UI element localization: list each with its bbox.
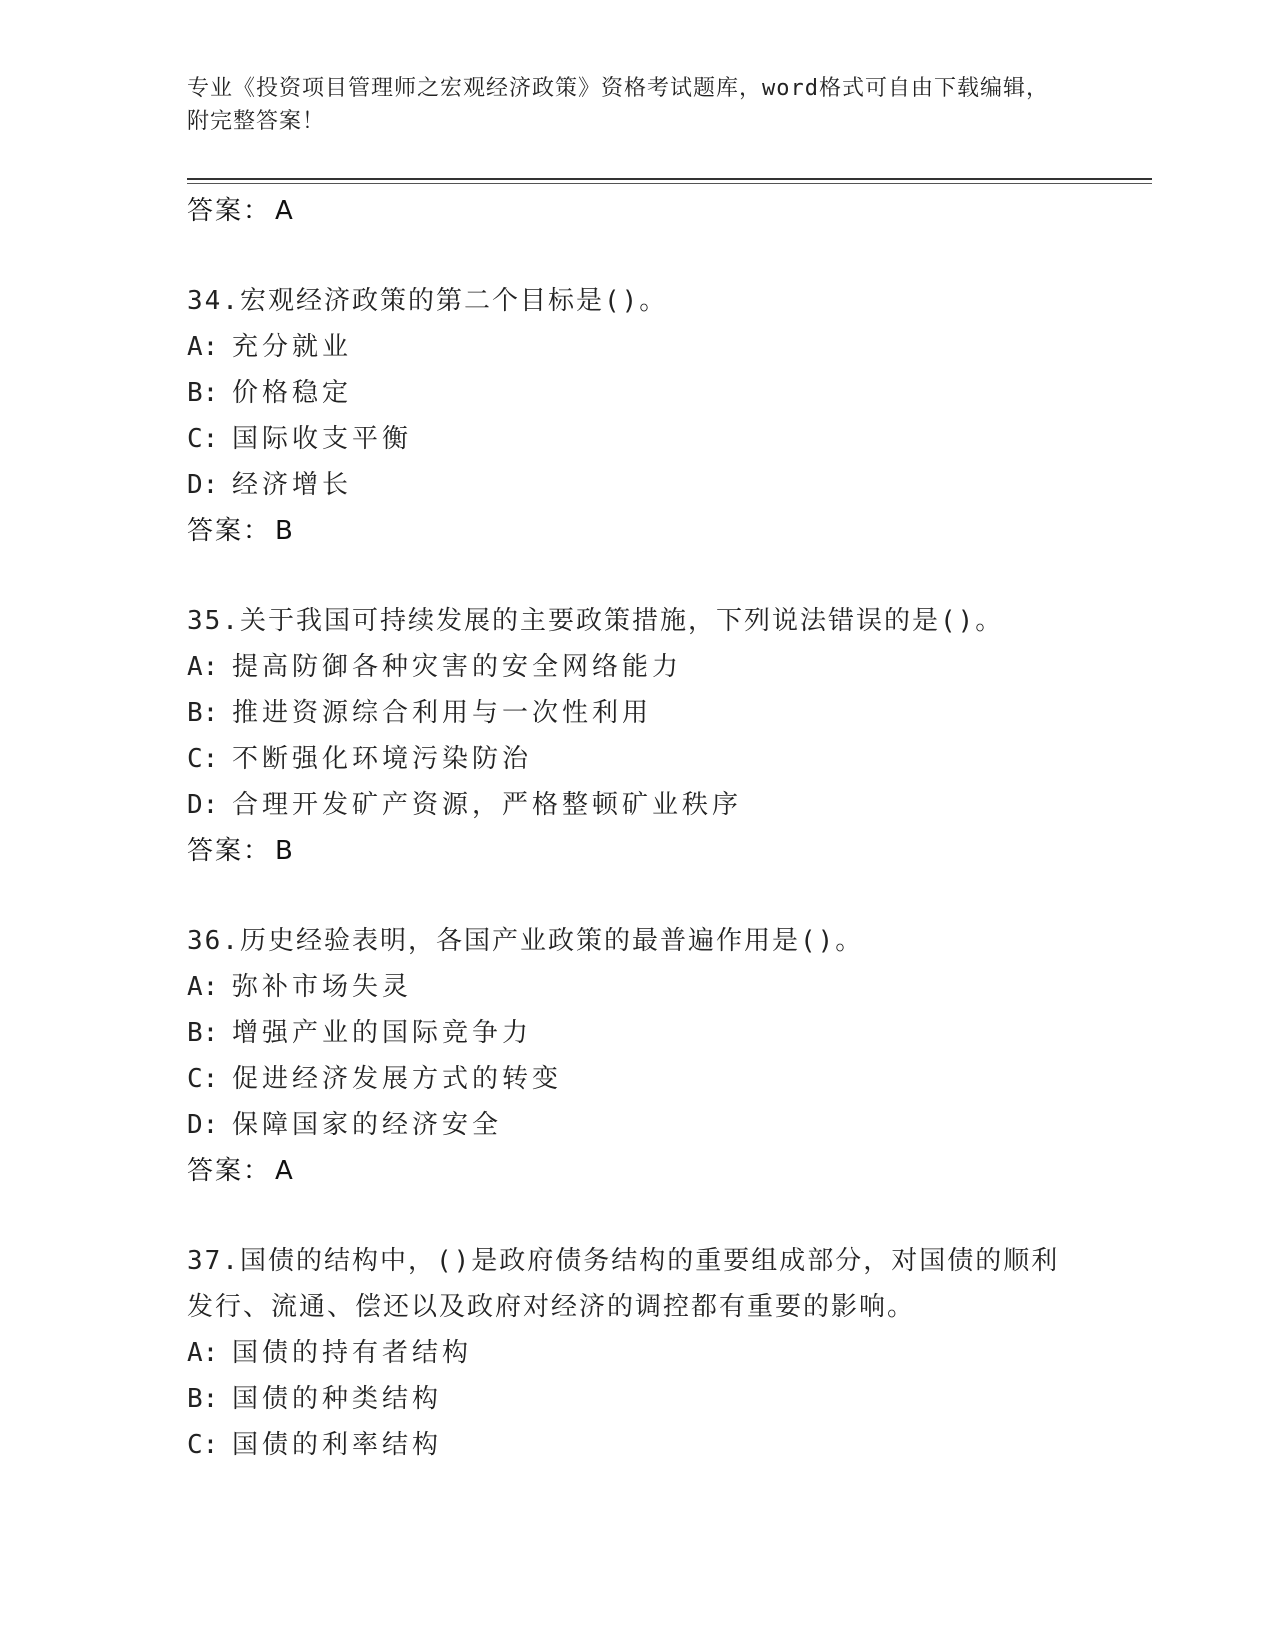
answer-label: 答案：: [187, 836, 272, 866]
option-d: [187, 782, 1087, 828]
option-letter: B:: [187, 378, 219, 408]
question-list: [187, 188, 1087, 1468]
answer-line: [187, 1148, 1087, 1194]
option-letter: A:: [187, 972, 219, 1002]
option-letter: D:: [187, 1110, 219, 1140]
option-text: 合理开发矿产资源，严格整顿矿业秩序: [232, 790, 743, 820]
option-text: 国债的利率结构: [232, 1430, 443, 1460]
option-letter: C:: [187, 1064, 219, 1094]
question-stem: 37.国债的结构中，()是政府债务结构的重要组成部分，对国债的顺利发行、流通、偿还以及政府对经济的调控都有重要的影响。: [187, 1246, 1060, 1322]
option-letter: A:: [187, 1338, 219, 1368]
answer-label: 答案：: [187, 196, 272, 226]
option-c: [187, 416, 1087, 462]
answer-value: A: [275, 1156, 293, 1186]
question-stem: 34.宏观经济政策的第二个目标是()。: [187, 286, 668, 316]
option-text: 价格稳定: [232, 378, 353, 408]
option-text: 充分就业: [232, 332, 353, 362]
option-a: [187, 964, 1087, 1010]
option-letter: C:: [187, 1430, 219, 1460]
option-a: [187, 644, 1087, 690]
answer-line: [187, 508, 1087, 554]
question-34: [187, 278, 1087, 554]
option-c: [187, 1422, 1087, 1468]
option-text: 弥补市场失灵: [232, 972, 413, 1002]
option-text: 国际收支平衡: [232, 424, 413, 454]
option-c: [187, 736, 1087, 782]
option-letter: B:: [187, 698, 219, 728]
option-b: [187, 690, 1087, 736]
question-37: [187, 1238, 1087, 1468]
option-letter: D:: [187, 790, 219, 820]
option-text: 国债的持有者结构: [232, 1338, 473, 1368]
option-a: [187, 324, 1087, 370]
option-c: [187, 1056, 1087, 1102]
option-b: [187, 370, 1087, 416]
option-letter: B:: [187, 1384, 219, 1414]
question-36: [187, 918, 1087, 1194]
answer-line: [187, 188, 1087, 234]
option-letter: A:: [187, 652, 219, 682]
answer-value: B: [275, 516, 293, 546]
option-text: 推进资源综合利用与一次性利用: [232, 698, 653, 728]
option-letter: A:: [187, 332, 219, 362]
answer-value: A: [275, 196, 293, 226]
option-text: 促进经济发展方式的转变: [232, 1064, 563, 1094]
header-divider-thin: [187, 183, 1152, 184]
header-divider: [187, 178, 1152, 180]
option-a: [187, 1330, 1087, 1376]
option-letter: C:: [187, 744, 219, 774]
option-b: [187, 1010, 1087, 1056]
option-text: 增强产业的国际竞争力: [232, 1018, 533, 1048]
answer-label: 答案：: [187, 1156, 272, 1186]
option-letter: D:: [187, 470, 219, 500]
option-text: 不断强化环境污染防治: [232, 744, 533, 774]
question-stem: 35.关于我国可持续发展的主要政策措施，下列说法错误的是()。: [187, 606, 1004, 636]
option-letter: C:: [187, 424, 219, 454]
option-text: 经济增长: [232, 470, 353, 500]
answer-line: [187, 828, 1087, 874]
question-stem: 36.历史经验表明，各国产业政策的最普遍作用是()。: [187, 926, 864, 956]
option-d: [187, 462, 1087, 508]
document-header: 专业《投资项目管理师之宏观经济政策》资格考试题库，word格式可自由下载编辑，附完整答案！: [187, 76, 1049, 134]
answer-label: 答案：: [187, 516, 272, 546]
answer-value: B: [275, 836, 293, 866]
option-text: 保障国家的经济安全: [232, 1110, 503, 1140]
option-b: [187, 1376, 1087, 1422]
option-d: [187, 1102, 1087, 1148]
question-35: [187, 598, 1087, 874]
option-letter: B:: [187, 1018, 219, 1048]
option-text: 国债的种类结构: [232, 1384, 443, 1414]
option-text: 提高防御各种灾害的安全网络能力: [232, 652, 683, 682]
